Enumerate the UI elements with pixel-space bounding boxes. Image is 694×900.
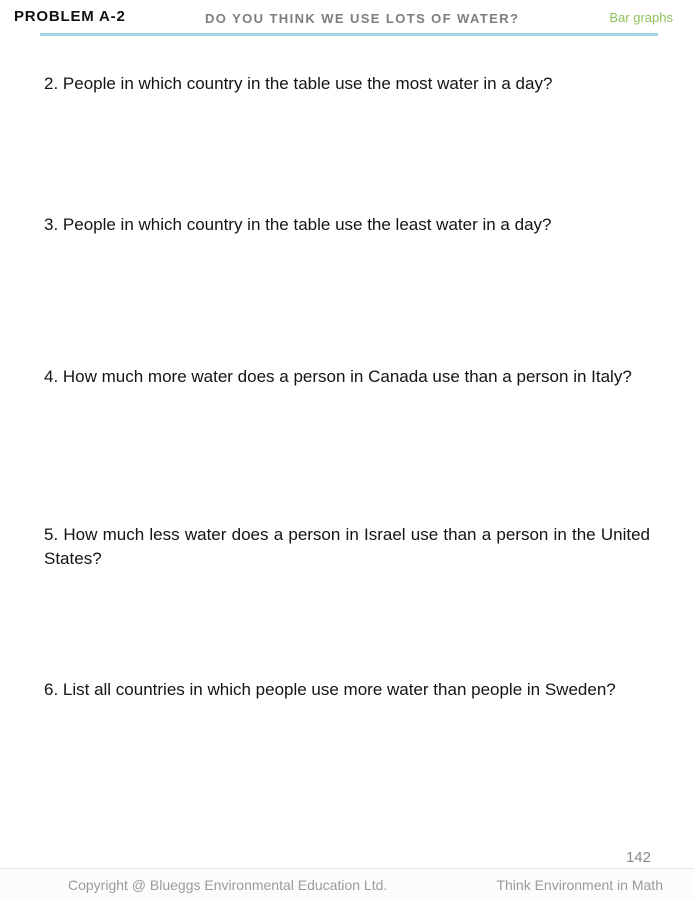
- question-5: 5. How much less water does a person in Israel use than a person in the United States?: [44, 525, 650, 568]
- problem-label: PROBLEM A-2: [14, 8, 126, 25]
- header-divider-rule: [40, 33, 658, 36]
- footer-series-title: Think Environment in Math: [496, 877, 663, 893]
- page-number: 142: [625, 849, 651, 866]
- question-4: 4. How much more water does a person in Canada use than a person in Italy?: [44, 367, 632, 386]
- page-header: [0, 0, 694, 40]
- question-3: 3. People in which country in the table use the least water in a day?: [44, 215, 552, 234]
- question-2: 2. People in which country in the table use the most water in a day?: [44, 74, 553, 93]
- footer-copyright: Copyright @ Blueggs Environmental Education Ltd.: [68, 877, 388, 893]
- question-6: 6. List all countries in which people use more water than people in Sweden?: [44, 680, 616, 699]
- topic-tag: Bar graphs: [609, 10, 673, 25]
- page-title: DO YOU THINK WE USE LOTS OF WATER?: [205, 11, 520, 26]
